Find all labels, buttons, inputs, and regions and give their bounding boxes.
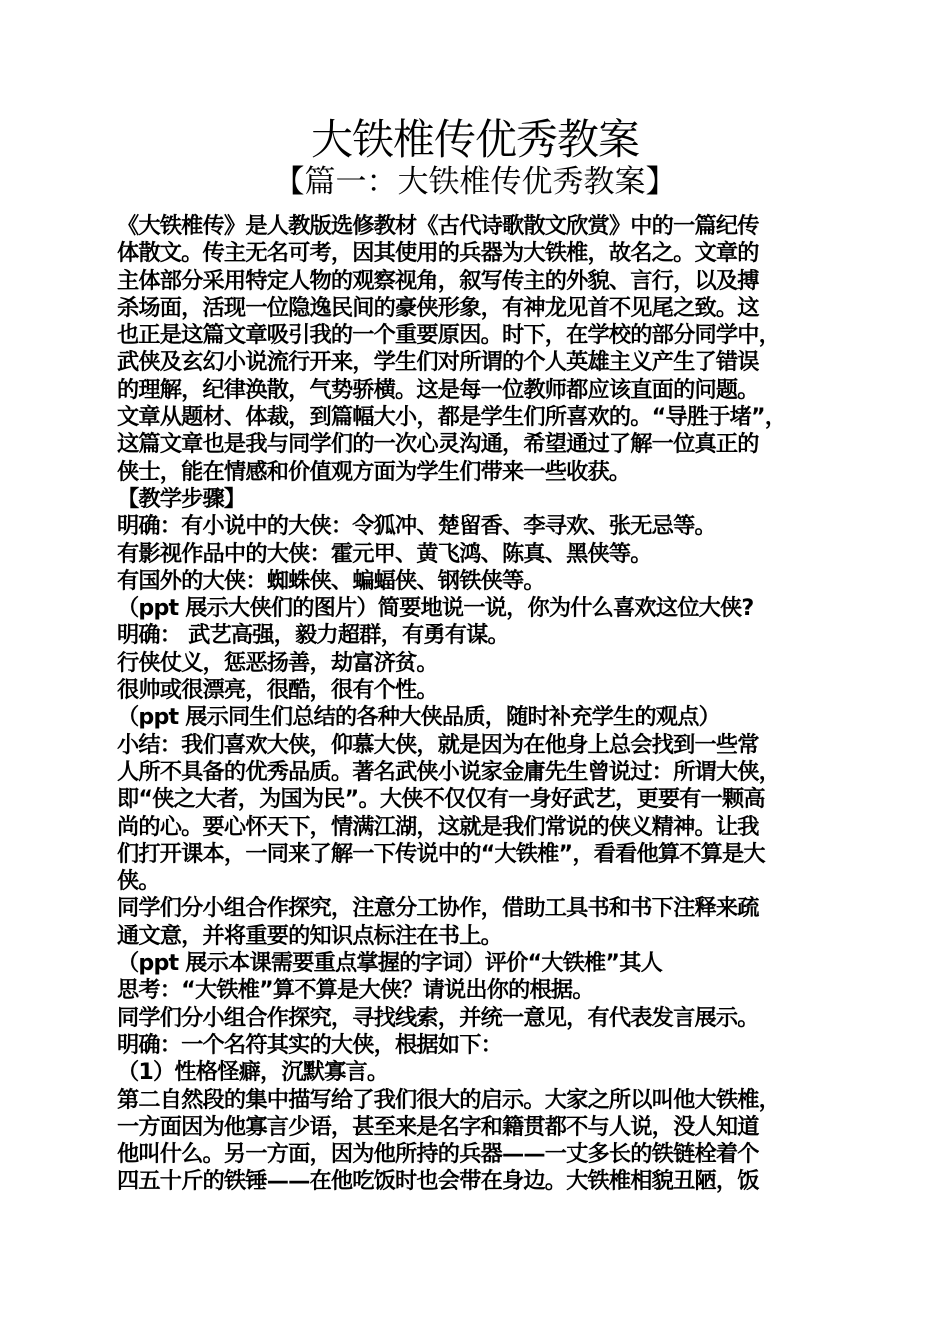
body-text-line: 人所不具备的优秀品质。著名武侠小说家金庸先生曾说过：所谓大侠， [117, 758, 781, 785]
body-text-line: 四五十斤的铁锤——在他吃饭时也会带在身边。大铁椎相貌丑陋，饭 [117, 1168, 759, 1195]
body-text-line: 一方面因为他寡言少语，甚至来是名字和籍贯都不与人说，没人知道 [117, 1113, 759, 1140]
body-text-line: 侠。 [117, 868, 160, 895]
document-title: 大铁椎传优秀教案 [310, 115, 639, 164]
body-text-line: （1）性格怪癖，沉默寡言。 [117, 1059, 389, 1086]
document-subtitle: 【篇一：大铁椎传优秀教案】 [273, 164, 677, 200]
body-text-line: 体散文。传主无名可考，因其使用的兵器为大铁椎，故名之。文章的 [117, 240, 759, 267]
body-text-line: 明确： 武艺高强，毅力超群，有勇有谋。 [117, 622, 509, 649]
body-text-line: 文章从题材、体裁，到篇幅大小，都是学生们所喜欢的。“导胜于堵”， [117, 404, 787, 431]
body-text-line: 明确：有小说中的大侠：令狐冲、楚留香、李寻欢、张无忌等。 [117, 513, 716, 540]
body-text-line: 《大铁椎传》是人教版选修教材《古代诗歌散文欣赏》中的一篇纪传 [117, 213, 759, 239]
document-body [117, 213, 837, 1196]
body-text-line: （ppt 展示大侠们的图片）简要地说一说，你为什么喜欢这位大侠? [117, 595, 754, 622]
body-text-line: 也正是这篇文章吸引我的一个重要原因。时下，在学校的部分同学中， [117, 322, 781, 349]
body-text-line: 即“侠之大者，为国为民”。大侠不仅仅有一身好武艺，更要有一颗高 [117, 786, 765, 813]
body-text-line: 思考：“大铁椎”算不算是大侠？请说出你的根据。 [117, 977, 594, 1004]
body-text-line: 的理解，纪律涣散，气势骄横。这是每一位教师都应该直面的问题。 [117, 376, 759, 403]
body-text-line: （ppt 展示本课需要重点掌握的字词）评价“大铁椎”其人 [117, 950, 662, 977]
body-text-line: 同学们分小组合作探究，注意分工协作，借助工具书和书下注释来疏 [117, 895, 759, 922]
body-text-line: 们打开课本，一同来了解一下传说中的“大铁椎”，看看他算不算是大 [117, 840, 765, 867]
body-text-line: 第二自然段的集中描写给了我们很大的启示。大家之所以叫他大铁椎， [117, 1086, 781, 1113]
body-text-line: 很帅或很漂亮，很酷，很有个性。 [117, 677, 438, 704]
body-text-line: 主体部分采用特定人物的观察视角，叙写传主的外貌、言行，以及搏 [117, 267, 759, 294]
body-text-line: 同学们分小组合作探究，寻找线索，并统一意见，有代表发言展示。 [117, 1004, 759, 1031]
body-text-line: 侠士，能在情感和价值观方面为学生们带来一些收获。 [117, 458, 631, 485]
body-text-line: 武侠及玄幻小说流行开来，学生们对所谓的个人英雄主义产生了错误 [117, 349, 759, 376]
body-text-line: 通文意，并将重要的知识点标注在书上。 [117, 922, 502, 949]
body-text-line: 杀场面，活现一位隐逸民间的豪侠形象，有神龙见首不见尾之致。这 [117, 294, 759, 321]
body-text-line: 这篇文章也是我与同学们的一次心灵沟通，希望通过了解一位真正的 [117, 431, 759, 458]
body-text-line: （ppt 展示同生们总结的各种大侠品质，随时补充学生的观点） [117, 704, 720, 731]
body-text-line: 明确：一个名符其实的大侠，根据如下： [117, 1031, 502, 1058]
body-text-line: 【教学步骤】 [117, 485, 246, 512]
body-text-line: 有国外的大侠：蜘蛛侠、蝙蝠侠、钢铁侠等。 [117, 567, 545, 594]
body-text-line: 有影视作品中的大侠：霍元甲、黄飞鸿、陈真、黑侠等。 [117, 540, 652, 567]
body-text-line: 他叫什么。另一方面，因为他所持的兵器——一丈多长的铁链栓着个 [117, 1141, 759, 1168]
body-text-line: 尚的心。要心怀天下，情满江湖，这就是我们常说的侠义精神。让我 [117, 813, 759, 840]
body-text-line: 行侠仗义，惩恶扬善，劫富济贫。 [117, 649, 438, 676]
body-text-line: 小结：我们喜欢大侠，仰慕大侠，就是因为在他身上总会找到一些常 [117, 731, 759, 758]
